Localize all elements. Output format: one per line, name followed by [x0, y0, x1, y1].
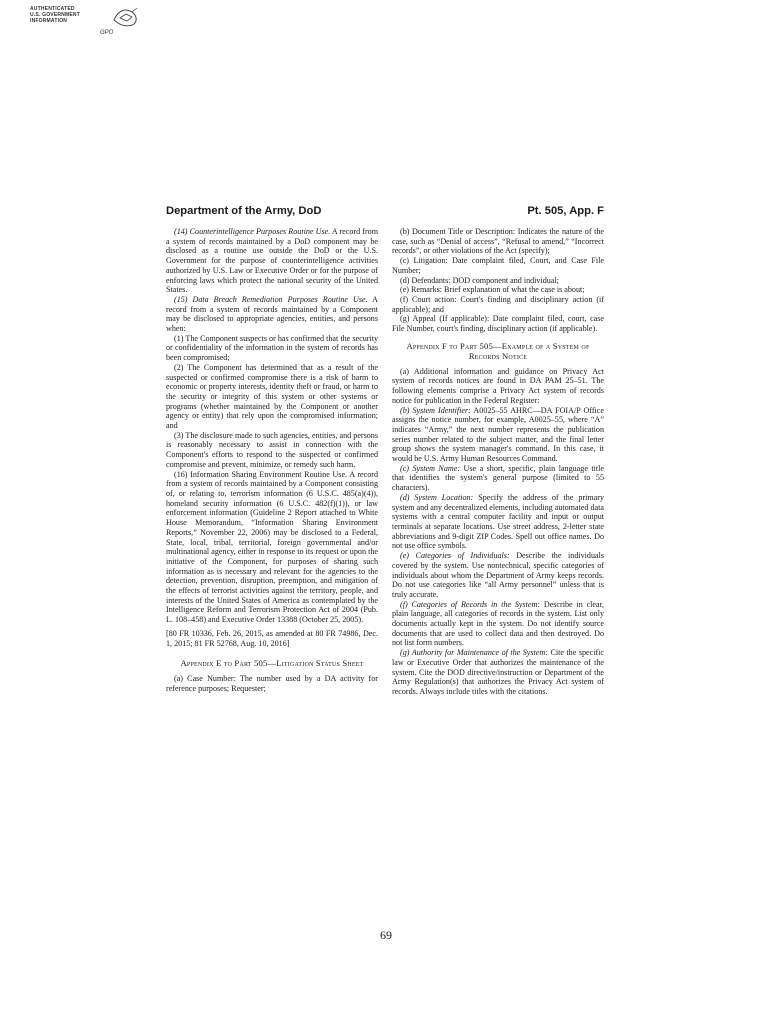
appendix-e-heading: Appendix E to Part 505—Litigation Status Sheet [180, 658, 364, 669]
gpo-mark-text: GPO [100, 30, 114, 36]
right-column [392, 227, 604, 697]
authority-label: (g) Authority for Maintenance of the System: [400, 648, 548, 658]
paragraph-15-2: (2) The Component has determined that as a result of the suspected or confirmed compromise there is a risk of harm to economic or property interests, identity theft or fraud, or harm to the security or integrity of this system or other systems or programs (whether maintained by the Component or another agency or entity) that rely upon the compromised information; and [166, 362, 378, 431]
appendix-e-item-d: (d) Defendants: DOD component and individual; [400, 275, 559, 285]
appendix-f-item-f [392, 600, 604, 649]
paragraph-15 [166, 295, 378, 334]
system-name-body: Use a short, specific, plain language title that identifies the system's general purpose (limited to 55 characters). [392, 463, 604, 493]
appendix-e-item-b: (b) Document Title or Description: Indicates the nature of the case, such as “Denial of access”, “Refusal to amend,” “Incorrect records”, or other violations of the Act (specify); [392, 227, 604, 256]
amendment-citation: [80 FR 10336, Feb. 26, 2015, as amended at 80 FR 74986, Dec. 1, 2015; 81 FR 52768, Aug. 10, 2016] [166, 628, 378, 648]
paragraph-15-title: (15) Data Breach Remediation Purposes Routine Use. [174, 294, 368, 304]
appendix-e-item-c: (c) Litigation: Date complaint filed, Court, and Case File Number; [392, 256, 604, 275]
paragraph-16: (16) Information Sharing Environment Routine Use. A record from a system of records maintained by a Component consisting of, or relating to, terrorism information (6 U.S.C. 485(a)(4)), homeland security information (6 U.S.C. 482(f)(1)), or law enforcement information (Guideline 2 Report attached to White House Memorandum, “Information Sharing Environment Reports,” November 22, 2006) may be disclosed to a Federal, State, local, tribal, territorial, foreign governmental and/or multinational agency, either in response to its request or upon the initiative of the Component, for purposes of sharing such information as is necessary and relevant for the agencies to the detection, prevention, disruption, preemption, and mitigation of the effects of terrorist activities against the territory, people, and interests of the United States of America as contemplated by the Intelligence Reform and Terrorism Protection Act of 2004 (Pub. L. 108–458) and Executive Order 13388 (October 25, 2005). [166, 469, 378, 625]
appendix-e-item-f: (f) Court action: Court's finding and disciplinary action (if applicable); and [392, 294, 604, 314]
appendix-f-item-d [392, 493, 604, 551]
running-head-agency: Department of the Army, DoD [166, 205, 322, 217]
system-location-body: Specify the address of the primary system and any decentralized elements, including automated data systems with a central computer facility and input or output terminals at separate locations. Use street address, 2-letter state abbreviations and 9-digit ZIP Codes. Spell out office names. Do not use office symbols. [392, 492, 605, 551]
authority-body: Cite the specific law or Executive Order that authorizes the maintenance of the system. Cite the DOD directive/instruction or Department of the Army Regulation(s) that authorizes the Privacy Act system of records. Always include titles with the citations. [392, 648, 604, 696]
paragraph-15-3: (3) The disclosure made to such agencies, entities, and persons is reasonably necessary to assist in connection with the Component's efforts to respond to the suspected or confirmed compromise and prevent, minimize, or remedy such harm. [166, 430, 378, 469]
categories-records-body: Describe in clear, plain language, all categories of records in the system. List only documents actually kept in the system. Do not identify source documents that are used to collect data and then destroyed. Do not list form numbers. [392, 599, 604, 648]
categories-individuals-body: Describe the individuals covered by the system. Use nontechnical, specific categories of individuals about whom the Department of Army keeps records. Do not use categories like “all Army personnel” unless that is truly accurate. [392, 551, 604, 599]
system-identifier-label: (b) System Identifier: [400, 405, 471, 415]
categories-individuals-label: (e) Categories of Individuals: [400, 551, 510, 561]
running-head [166, 205, 604, 221]
paragraph-14 [166, 227, 378, 295]
logo-line-3: INFORMATION [30, 18, 68, 24]
appendix-f-item-b [392, 406, 604, 464]
appendix-e-item-g: (g) Appeal (If applicable): Date complaint filed, court, case File Number, court's finding, disciplinary action (if applicable). [392, 314, 604, 334]
logo-line-1: AUTHENTICATED [30, 6, 75, 12]
system-name-label: (c) System Name: [400, 463, 461, 473]
appendix-f-heading: Appendix F to Part 505—Example of a System of Records Notice [406, 340, 590, 361]
page-number: 69 [380, 928, 392, 942]
appendix-f-item-a: (a) Additional information and guidance on Privacy Act system of records notices are found in DA PAM 25–51. The following elements comprise a Privacy Act system of records notice for publication in the Federal Register: [392, 366, 604, 405]
system-location-label: (d) System Location: [400, 492, 474, 502]
system-identifier-body: A0025–55 AHRC—DA FOIA/P Office assigns the notice number, for example, A0025–55, where “A” indicates “Army,” the next number represents the publication series number related to the subject matter, and the final letter group shows the system manager's command. In this case, it would be U.S. Army Human Resources Command. [392, 405, 604, 464]
appendix-e-item-e: (e) Remarks: Brief explanation of what the case is about; [400, 285, 585, 295]
logo-line-2: U.S. GOVERNMENT [30, 12, 80, 18]
appendix-f-item-c [392, 464, 604, 493]
paragraph-15-1: (1) The Component suspects or has confirmed that the security or confidentiality of the information in the system of records has been compromised; [166, 333, 378, 363]
gpo-authentication-logo [30, 6, 142, 46]
left-column [166, 227, 378, 694]
appendix-f-item-e [392, 551, 604, 600]
categories-records-label: (f) Categories of Records in the System: [400, 599, 541, 609]
eagle-seal-icon [112, 6, 140, 30]
running-head-section: Pt. 505, App. F [527, 205, 604, 217]
appendix-f-item-g [392, 648, 604, 697]
paragraph-15-body: A record from a system of records maintained by a Component may be disclosed to appropriate agencies, entities, and persons when: [166, 294, 379, 334]
appendix-e-item-a: (a) Case Number: The number used by a DA activity for reference purposes; Requester; [166, 674, 378, 693]
paragraph-14-body: A record from a system of records maintained by a DoD component may be disclosed as a routine use outside the DoD or the U.S. Government for the purpose of counterintelligence activities authorized by U.S. Law or Executive Order or for the purpose of enforcing laws which protect the national security of the United States. [166, 227, 378, 295]
paragraph-14-title: (14) Counterintelligence Purposes Routine Use. [174, 227, 331, 236]
